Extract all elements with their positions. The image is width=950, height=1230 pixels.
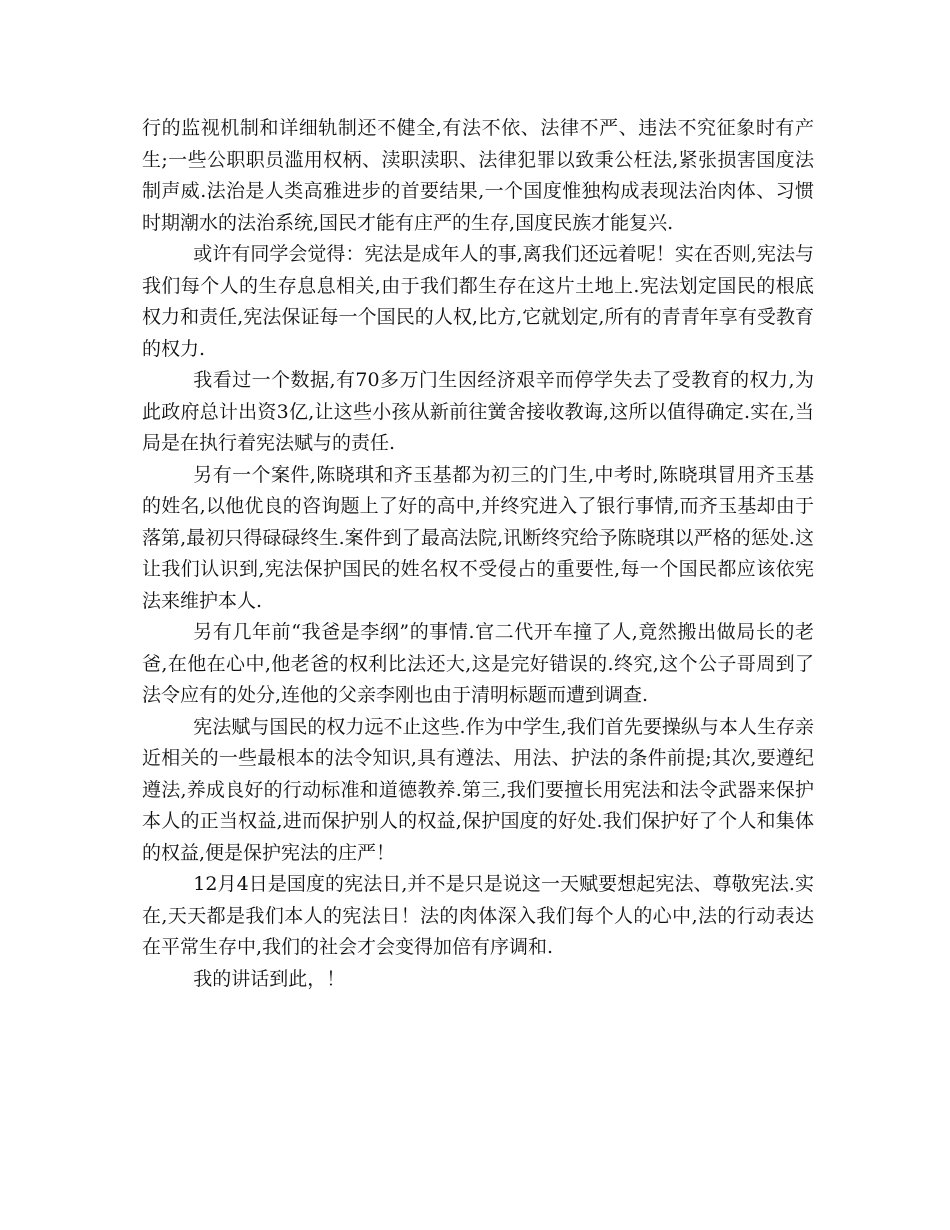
paragraph-6: 宪法赋与国民的权力远不止这些.作为中学生,我们首先要操纵与本人生存亲近相关的一些最根本的法令知识,具有遵法、用法、护法的条件前提;其次,要遵纪遵法,养成良好的行动标准和道德教养.第三,我们要擅长用宪法和法令武器来保护本人的正当权益,进而保护别人的权益,保护国度的好处.我们保护好了个人和集体的权益,便是保护宪法的庄严！ [142,715,814,864]
document-page [142,113,814,995]
paragraph-4: 另有一个案件,陈晓琪和齐玉基都为初三的门生,中考时,陈晓琪冒用齐玉基的姓名,以他优良的咨询题上了好的高中,并终究进入了银行事情,而齐玉基却由于落第,最初只得碌碌终生.案件到了最高法院,讯断终究给予陈晓琪以严格的惩处.这让我们认识到,宪法保护国民的姓名权不受侵占的重要性,每一个国民都应该依宪法来维护本人. [142,463,814,612]
paragraph-5: 另有几年前“我爸是李纲”的事情.官二代开车撞了人,竟然搬出做局长的老爸,在他在心中,他老爸的权利比法还大,这是完好错误的.终究,这个公子哥周到了法令应有的处分,连他的父亲李刚也由于清明标题而遭到调查. [142,621,814,706]
paragraph-3: 我看过一个数据,有70多万门生因经济艰辛而停学失去了受教育的权力,为此政府总计出资3亿,让这些小孩从新前往黉舍接收教诲,这所以值得确定.实在,当局是在执行着宪法赋与的责任. [142,369,814,454]
paragraph-2: 或许有同学会觉得：宪法是成年人的事,离我们还远着呢！实在否则,宪法与我们每个人的生存息息相关,由于我们都生存在这片土地上.宪法划定国民的根底权力和责任,宪法保证每一个国民的人权,比方,它就划定,所有的青青年享有受教育的权力. [142,243,814,360]
paragraph-8: 我的讲话到此，！ [193,967,346,990]
paragraph-1: 行的监视机制和详细轨制还不健全,有法不依、法律不严、违法不究征象时有产生;一些公职职员滥用权柄、渎职渎职、法律犯罪以致秉公枉法,紧张损害国度法制声威.法治是人类高雅进步的首要结果,一个国度惟独构成表现法治肉体、习惯时期潮水的法治系统,国民才能有庄严的生存,国度民族才能复兴. [142,117,814,234]
paragraph-7: 12月4日是国度的宪法日,并不是只是说这一天赋要想起宪法、尊敬宪法.实在,天天都是我们本人的宪法日！法的肉体深入我们每个人的心中,法的行动表达在平常生存中,我们的社会才会变得加倍有序调和. [142,873,814,958]
